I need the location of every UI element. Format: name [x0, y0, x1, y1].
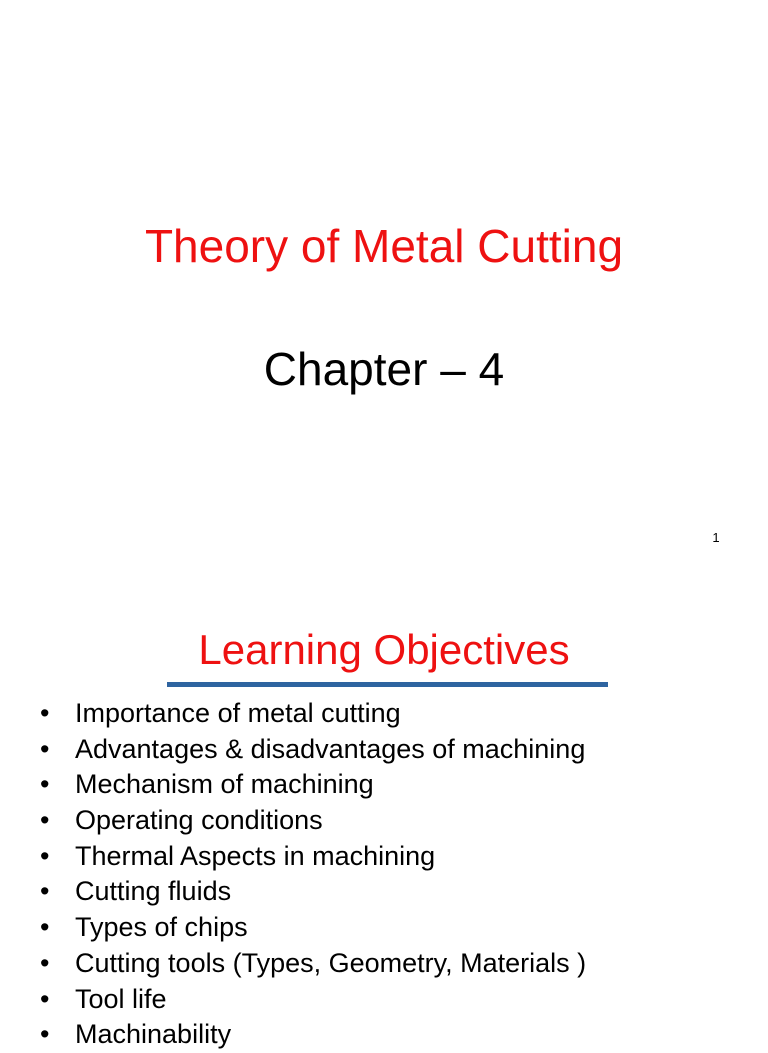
list-item-text: Advantages & disadvantages of machining: [75, 733, 586, 764]
chapter-subtitle: Chapter – 4: [263, 343, 505, 395]
list-item-text: Cutting tools (Types, Geometry, Materials ): [75, 947, 587, 978]
learning-objectives-title: Learning Objectives: [198, 626, 570, 673]
bullet-icon: •: [40, 733, 50, 764]
page-number: 1: [712, 530, 720, 545]
list-item-text: Importance of metal cutting: [75, 698, 401, 728]
title-underline: [167, 682, 608, 687]
list-item-text: Mechanism of machining: [75, 769, 374, 800]
bullet-icon: •: [40, 876, 50, 907]
bullet-icon: •: [40, 769, 50, 800]
list-item-text: Types of chips: [75, 912, 248, 943]
bullet-icon: •: [40, 840, 50, 871]
bullet-icon: •: [40, 912, 50, 943]
bullet-icon: •: [40, 947, 50, 978]
bullet-icon: •: [40, 1019, 50, 1050]
slide-2: [0, 576, 768, 1050]
bullet-icon: •: [40, 698, 50, 728]
list-item-text: Operating conditions: [75, 805, 323, 836]
list-item-text: Machinability: [75, 1019, 232, 1050]
bullet-icon: •: [40, 983, 50, 1014]
slide-title: Theory of Metal Cutting: [144, 220, 624, 272]
list-item-text: Thermal Aspects in machining: [75, 840, 436, 871]
bullet-icon: •: [40, 805, 50, 836]
list-item-text: Cutting fluids: [75, 876, 232, 907]
list-item-text: Tool life: [75, 983, 167, 1014]
